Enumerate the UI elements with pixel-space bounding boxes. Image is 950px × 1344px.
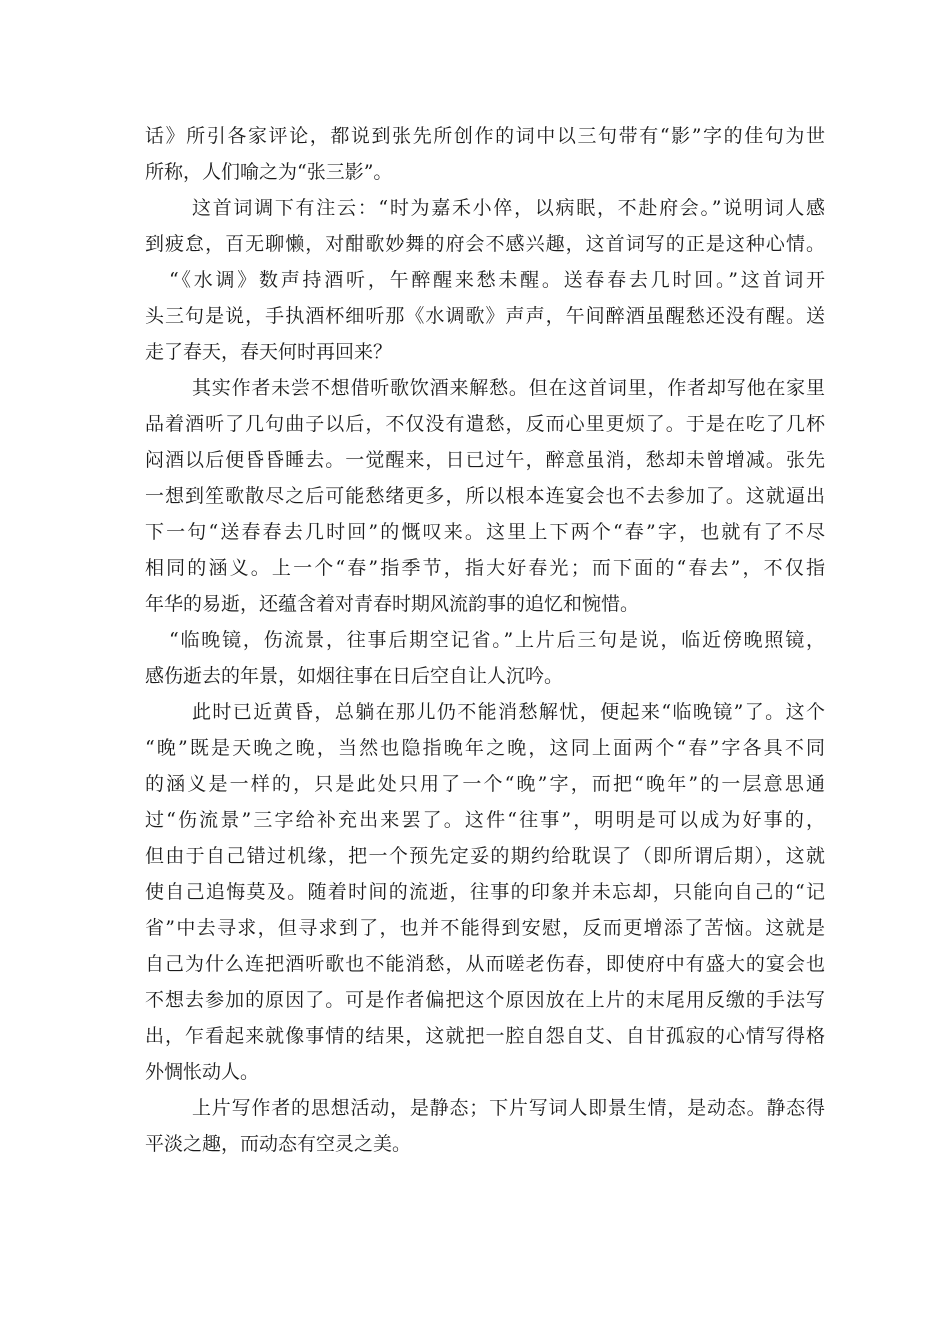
text-line: 省”中去寻求，但寻求到了，也并不能得到安慰，反而更增添了苦恼。这就是 bbox=[145, 917, 825, 939]
paragraph bbox=[145, 262, 825, 370]
text-line: 上片写作者的思想活动，是静态；下片写词人即景生情，是动态。静态得 bbox=[192, 1097, 825, 1119]
text-line: 到疲怠，百无聊懒，对酣歌妙舞的府会不感兴趣，这首词写的正是这种心情。 bbox=[145, 233, 825, 255]
text-line: 走了春天，春天何时再回来？ bbox=[145, 341, 393, 363]
text-line: 自己为什么连把酒听歌也不能消愁，从而嗟老伤春，即使府中有盛大的宴会也 bbox=[145, 953, 825, 975]
text-line: 所称，人们喻之为“张三影”。 bbox=[145, 161, 393, 183]
text-line: 话》所引各家评论，都说到张先所创作的词中以三句带有“影”字的佳句为世 bbox=[145, 125, 825, 147]
text-line: 一想到笙歌散尽之后可能愁绪更多，所以根本连宴会也不去参加了。这就逼出 bbox=[145, 485, 825, 507]
text-line: “晚”既是天晚之晚，当然也隐指晚年之晚，这同上面两个“春”字各具不同 bbox=[145, 737, 825, 759]
text-line: 的涵义是一样的，只是此处只用了一个“晚”字，而把“晚年”的一层意思通 bbox=[145, 773, 825, 795]
paragraph bbox=[145, 370, 825, 622]
text-line: 下一句“送春春去几时回”的慨叹来。这里上下两个“春”字，也就有了不尽 bbox=[145, 521, 825, 543]
paragraph bbox=[145, 694, 825, 1090]
paragraph bbox=[145, 1090, 825, 1162]
text-line: 年华的易逝，还蕴含着对青春时期风流韵事的追忆和惋惜。 bbox=[145, 593, 640, 615]
text-line: “临晚镜，伤流景，往事后期空记省。”上片后三句是说，临近傍晚照镜， bbox=[169, 629, 825, 651]
text-line: 使自己追悔莫及。随着时间的流逝，往事的印象并未忘却，只能向自己的“记 bbox=[145, 881, 825, 903]
text-line: 过“伤流景”三字给补充出来罢了。这件“往事”，明明是可以成为好事的， bbox=[145, 809, 825, 831]
paragraph bbox=[145, 190, 825, 262]
paragraph-continuation bbox=[145, 118, 825, 190]
text-line: 相同的涵义。上一个“春”指季节，指大好春光；而下面的“春去”，不仅指 bbox=[145, 557, 825, 579]
text-line: 品着酒听了几句曲子以后，不仅没有遣愁，反而心里更烦了。于是在吃了几杯 bbox=[145, 413, 825, 435]
paragraph bbox=[145, 622, 825, 694]
text-line: 这首词调下有注云：“时为嘉禾小倅，以病眠，不赴府会。”说明词人感 bbox=[192, 197, 825, 219]
text-line: 头三句是说，手执酒杯细听那《水调歌》声声，午间醉酒虽醒愁还没有醒。送 bbox=[145, 305, 825, 327]
text-line: 但由于自己错过机缘，把一个预先定妥的期约给耽误了（即所谓后期），这就 bbox=[145, 845, 825, 867]
text-line: “《水调》数声持酒听，午醉醒来愁未醒。送春春去几时回。”这首词开 bbox=[169, 269, 825, 291]
text-line: 出，乍看起来就像事情的结果，这就把一腔自怨自艾、自甘孤寂的心情写得格 bbox=[145, 1025, 825, 1047]
text-line: 感伤逝去的年景，如烟往事在日后空自让人沉吟。 bbox=[145, 665, 564, 687]
text-line: 此时已近黄昏，总躺在那儿仍不能消愁解忧，便起来“临晚镜”了。这个 bbox=[192, 701, 825, 723]
text-line: 外惆怅动人。 bbox=[145, 1061, 260, 1083]
text-line: 平淡之趣，而动态有空灵之美。 bbox=[145, 1133, 412, 1155]
article-body bbox=[145, 118, 825, 1162]
text-line: 闷酒以后便昏昏睡去。一觉醒来，日已过午，醉意虽消，愁却未曾增减。张先 bbox=[145, 449, 825, 471]
text-line: 不想去参加的原因了。可是作者偏把这个原因放在上片的末尾用反缴的手法写 bbox=[145, 989, 825, 1011]
text-line: 其实作者未尝不想借听歌饮酒来解愁。但在这首词里，作者却写他在家里 bbox=[192, 377, 825, 399]
